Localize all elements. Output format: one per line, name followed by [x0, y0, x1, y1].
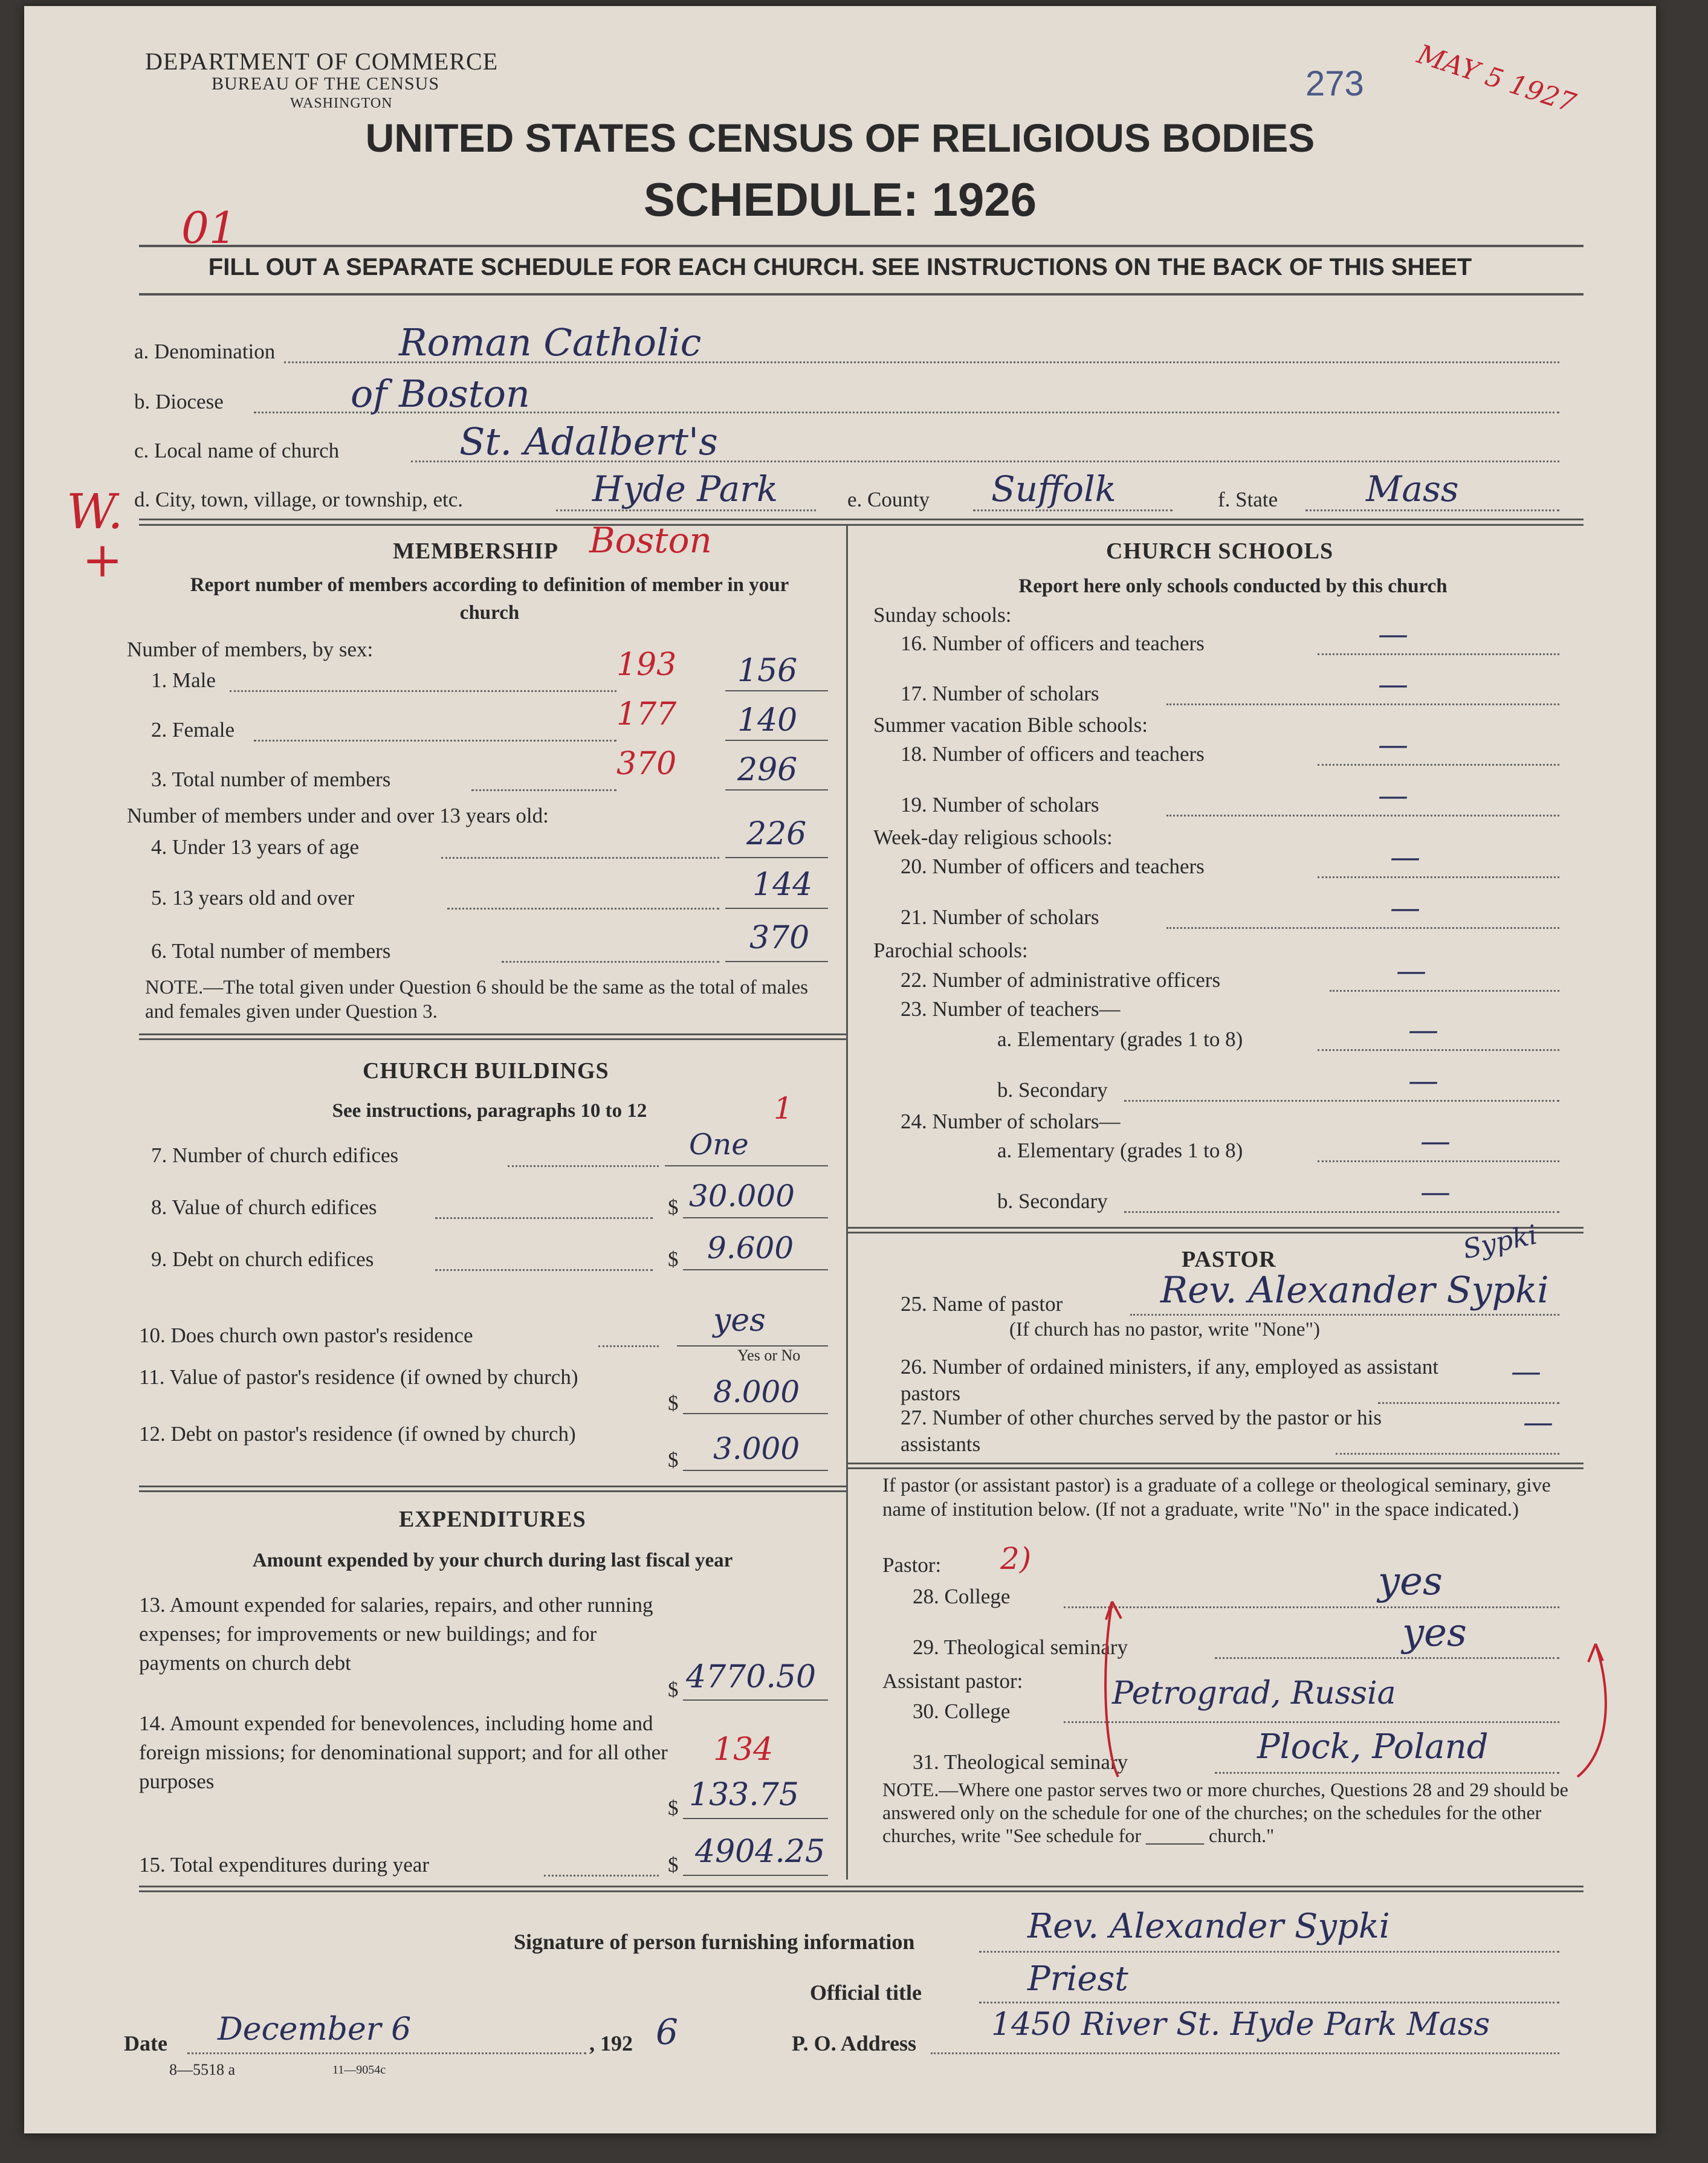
weekday-schools-label: Week-day religious schools: [873, 826, 1113, 849]
q2-red-value: 177 [616, 696, 677, 732]
q6-value: 370 [749, 920, 810, 956]
q25-label: 25. Name of pastor [901, 1292, 1063, 1316]
q23-label: 23. Number of teachers— [901, 997, 1121, 1021]
q28-value: yes [1378, 1559, 1443, 1604]
answer-rule [725, 740, 828, 741]
q15-value: 4904.25 [695, 1834, 826, 1870]
answer-rule [725, 961, 828, 962]
department-heading: DEPARTMENT OF COMMERCE [145, 48, 499, 75]
pastor-name-correction: Sypki [1460, 1219, 1540, 1266]
rule [139, 519, 1583, 520]
q7-line [508, 1165, 659, 1167]
answer-rule [683, 1699, 828, 1701]
q1-label: 1. Male [151, 668, 216, 692]
q25-value: Rev. Alexander Sypki [1160, 1269, 1549, 1311]
q17-value: — [1378, 667, 1408, 702]
q3-value: 296 [737, 752, 798, 788]
q14-dollar: $ [668, 1796, 679, 1820]
q16-line [1318, 653, 1559, 655]
q17-line [1166, 703, 1559, 705]
po-address-value: 1450 River St. Hyde Park Mass [991, 2006, 1490, 2043]
q1-line [230, 690, 616, 692]
membership-note: NOTE.—The total given under Question 6 should be the same as the total of males and females given under Question 3. [145, 977, 808, 1023]
official-title-line [979, 2002, 1559, 2003]
q1-red-value: 193 [616, 647, 677, 683]
answer-rule [725, 908, 828, 909]
q2-value: 140 [737, 702, 798, 739]
q10-hint: Yes or No [737, 1347, 801, 1364]
answer-rule [725, 789, 828, 791]
rule [139, 293, 1583, 296]
q2-label: 2. Female [151, 718, 235, 742]
q15-dollar: $ [668, 1853, 679, 1877]
rule [139, 1886, 1583, 1887]
q26-line [1378, 1402, 1559, 1404]
answer-rule [683, 1818, 828, 1819]
rule [846, 1463, 1583, 1464]
q23a-value: — [1408, 1012, 1438, 1047]
buildings-intro: See instructions, paragraphs 10 to 12 [332, 1100, 647, 1122]
year-prefix: , 192 [589, 2031, 633, 2055]
membership-margin-note: Boston [589, 520, 712, 561]
schools-heading: CHURCH SCHOOLS [1106, 538, 1334, 564]
q10-label: 10. Does church own pastor's residence [139, 1324, 473, 1347]
q3-red-value: 370 [616, 746, 677, 782]
by-sex-label: Number of members, by sex: [127, 638, 374, 661]
q23a-label: a. Elementary (grades 1 to 8) [997, 1027, 1243, 1051]
q9-line [435, 1269, 653, 1271]
q11-value: 8.000 [713, 1374, 800, 1409]
expenditures-heading: EXPENDITURES [399, 1507, 586, 1532]
q26-value: — [1511, 1354, 1541, 1389]
parochial-schools-label: Parochial schools: [873, 939, 1028, 962]
q22-label: 22. Number of administrative officers [901, 968, 1221, 992]
q6-line [502, 961, 719, 963]
q11-dollar: $ [668, 1391, 679, 1415]
q18-value: — [1378, 727, 1408, 762]
q15-label: 15. Total expenditures during year [139, 1853, 429, 1877]
q15-line [544, 1875, 659, 1877]
q9-dollar: $ [668, 1247, 679, 1271]
city-label: d. City, town, village, or township, etc. [134, 488, 464, 511]
q7-value: One [689, 1128, 749, 1162]
rule [139, 1486, 846, 1487]
city-value: Hyde Park [592, 468, 778, 509]
q8-dollar: $ [668, 1195, 679, 1219]
q24b-value: — [1420, 1174, 1451, 1209]
q24a-label: a. Elementary (grades 1 to 8) [997, 1139, 1243, 1162]
city-heading: WASHINGTON [290, 95, 393, 111]
code-mark: 01 [181, 202, 237, 253]
q14-red-value: 134 [713, 1731, 774, 1768]
q27-line [1336, 1453, 1559, 1455]
year-digit: 6 [656, 2011, 678, 2052]
q17-label: 17. Number of scholars [901, 682, 1099, 705]
q7-red-value: 1 [774, 1091, 793, 1126]
schools-intro: Report here only schools conducted by this church [1018, 575, 1448, 597]
q25-hint: (If church has no pastor, write "None") [1009, 1319, 1321, 1340]
q30-label: 30. College [913, 1699, 1011, 1723]
po-address-label: P. O. Address [792, 2031, 917, 2055]
q8-value: 30.000 [689, 1178, 795, 1214]
signature-line [979, 1951, 1559, 1953]
fill-out-instruction: FILL OUT A SEPARATE SCHEDULE FOR EACH CHURCH. SEE INSTRUCTIONS ON THE BACK OF THIS SHEET [208, 254, 1472, 280]
q29-value: yes [1402, 1611, 1467, 1655]
county-value: Suffolk [991, 468, 1116, 509]
q12-label: 12. Debt on pastor's residence (if owned by church) [139, 1422, 576, 1446]
summer-schools-label: Summer vacation Bible schools: [873, 713, 1148, 737]
bureau-heading: BUREAU OF THE CENSUS [212, 74, 439, 94]
pastor-note: NOTE.—Where one pastor serves two or more churches, Questions 28 and 29 should be answered only on the schedule for one of the churches; on the schedules for the other churches, write "See schedule for ______ church." [882, 1779, 1568, 1846]
rule [139, 524, 1583, 526]
answer-rule [725, 857, 828, 858]
county-line [973, 509, 1173, 511]
answer-rule [683, 1875, 828, 1876]
expenditures-intro: Amount expended by your church during last fiscal year [252, 1550, 733, 1571]
q9-value: 9.600 [707, 1230, 794, 1266]
rule [139, 1490, 846, 1492]
diocese-label: b. Diocese [134, 390, 224, 413]
margin-mark: W. [66, 483, 123, 540]
answer-rule [683, 1470, 828, 1471]
state-line [1305, 509, 1559, 511]
q31-value: Plock, Poland [1257, 1727, 1489, 1767]
q12-dollar: $ [668, 1448, 679, 1472]
q10-value: yes [713, 1302, 766, 1339]
q22-line [1330, 990, 1559, 992]
rule [139, 1038, 846, 1040]
q23b-line [1124, 1100, 1559, 1102]
sunday-schools-label: Sunday schools: [873, 603, 1012, 627]
pastor-sublabel: Pastor: [882, 1553, 942, 1577]
q13-label: 13. Amount expended for salaries, repairs, and other running expenses; for improvements or new buildings; and for payments on church debt [139, 1593, 653, 1675]
q3-label: 3. Total number of members [151, 768, 391, 791]
schedule-title: SCHEDULE: 1926 [643, 173, 1037, 226]
official-title-label: Official title [810, 1980, 922, 2005]
q23b-value: — [1408, 1063, 1438, 1098]
print-code: 11—9054c [332, 2063, 386, 2077]
q13-value: 4770.50 [686, 1659, 817, 1695]
q31-label: 31. Theological seminary [913, 1750, 1128, 1774]
membership-heading: MEMBERSHIP [393, 538, 558, 564]
answer-rule [665, 1165, 828, 1166]
signature-value: Rev. Alexander Sypki [1027, 1907, 1390, 1946]
rule [139, 1033, 846, 1035]
q13-dollar: $ [668, 1678, 679, 1701]
q24b-label: b. Secondary [997, 1189, 1108, 1213]
q18-line [1318, 764, 1559, 766]
margin-plus: + [82, 532, 123, 588]
q5-line [447, 908, 719, 910]
q4-line [441, 857, 719, 859]
q24a-value: — [1420, 1124, 1451, 1159]
q20-line [1318, 876, 1559, 878]
q1-value: 156 [737, 653, 798, 689]
county-label: e. County [847, 488, 930, 511]
q18-label: 18. Number of officers and teachers [901, 742, 1205, 766]
q8-line [435, 1217, 653, 1219]
q24b-line [1124, 1211, 1559, 1213]
answer-rule [683, 1269, 828, 1270]
rule [846, 1227, 1583, 1229]
q5-label: 5. 13 years old and over [151, 886, 355, 910]
stamp-date: MAY 5 1927 [1413, 39, 1580, 119]
date-label: Date [124, 2031, 167, 2055]
date-line [187, 2052, 586, 2054]
q23a-line [1318, 1049, 1559, 1051]
q9-label: 9. Debt on church edifices [151, 1247, 374, 1271]
by-age-label: Number of members under and over 13 years old: [127, 804, 549, 827]
form-number: 8—5518 a [169, 2061, 236, 2078]
form-title: UNITED STATES CENSUS OF RELIGIOUS BODIES [365, 115, 1315, 160]
q20-value: — [1390, 839, 1420, 875]
q30-value: Petrograd, Russia [1112, 1675, 1396, 1712]
date-value: December 6 [218, 2011, 412, 2048]
rule [846, 1467, 1583, 1469]
q14-label: 14. Amount expended for benevolences, including home and foreign missions; for denominational support; and for all other purposes [139, 1712, 668, 1793]
q21-label: 21. Number of scholars [901, 905, 1099, 929]
state-label: f. State [1218, 488, 1278, 511]
red-annotation-marks [846, 1553, 1632, 1904]
q29-label: 29. Theological seminary [913, 1635, 1128, 1659]
q20-label: 20. Number of officers and teachers [901, 855, 1205, 878]
church-name-value: St. Adalbert's [459, 419, 718, 464]
q21-line [1166, 927, 1559, 929]
q27-label: 27. Number of other churches served by the pastor or his assistants [901, 1406, 1382, 1456]
q2-line [254, 740, 616, 742]
q25-line [1130, 1314, 1559, 1316]
official-title-value: Priest [1027, 1959, 1128, 1999]
membership-intro: Report number of members according to definition of member in your church [190, 574, 789, 624]
pastor-red-mark: 2) [1000, 1541, 1032, 1576]
q24a-line [1318, 1160, 1559, 1162]
stamp-number: 273 [1305, 64, 1364, 103]
q23b-label: b. Secondary [997, 1078, 1108, 1102]
q11-label: 11. Value of pastor's residence (if owned by church) [139, 1365, 578, 1389]
q5-value: 144 [752, 867, 813, 903]
q26-label: 26. Number of ordained ministers, if any, employed as assistant pastors [901, 1355, 1439, 1405]
q6-label: 6. Total number of members [151, 939, 391, 963]
city-line [556, 509, 816, 511]
graduate-intro: If pastor (or assistant pastor) is a graduate of a college or theological seminary, give name of institution below. (If not a graduate, write "No" in the space indicated.) [882, 1475, 1551, 1521]
census-schedule-form [24, 6, 1656, 2133]
denomination-label: a. Denomination [134, 340, 276, 363]
rule [139, 1890, 1583, 1892]
q28-label: 28. College [913, 1585, 1011, 1608]
q8-label: 8. Value of church edifices [151, 1195, 377, 1219]
answer-rule [683, 1413, 828, 1414]
q7-label: 7. Number of church edifices [151, 1143, 399, 1167]
q4-value: 226 [746, 816, 807, 852]
q21-value: — [1390, 890, 1420, 925]
assistant-sublabel: Assistant pastor: [882, 1669, 1023, 1693]
q24-label: 24. Number of scholars— [901, 1110, 1121, 1133]
q27-value: — [1523, 1405, 1553, 1440]
diocese-value: of Boston [351, 372, 530, 416]
pastor-heading: PASTOR [1182, 1247, 1276, 1272]
q19-label: 19. Number of scholars [901, 793, 1099, 816]
state-value: Mass [1366, 468, 1459, 509]
rule [139, 245, 1583, 247]
answer-rule [725, 690, 828, 691]
denomination-value: Roman Catholic [399, 320, 702, 364]
q16-value: — [1378, 616, 1408, 651]
answer-rule [683, 1217, 828, 1218]
buildings-heading: CHURCH BUILDINGS [363, 1058, 609, 1084]
q3-line [471, 789, 616, 791]
po-address-line [931, 2052, 1559, 2054]
q12-value: 3.000 [713, 1431, 800, 1466]
signature-label: Signature of person furnishing information [514, 1930, 915, 1954]
q22-value: — [1396, 953, 1426, 988]
q10-line [598, 1345, 659, 1347]
q16-label: 16. Number of officers and teachers [901, 632, 1205, 655]
q4-label: 4. Under 13 years of age [151, 835, 360, 859]
q19-value: — [1378, 778, 1408, 813]
q14-value: 133.75 [689, 1777, 799, 1813]
q19-line [1166, 815, 1559, 816]
church-name-label: c. Local name of church [134, 439, 340, 462]
